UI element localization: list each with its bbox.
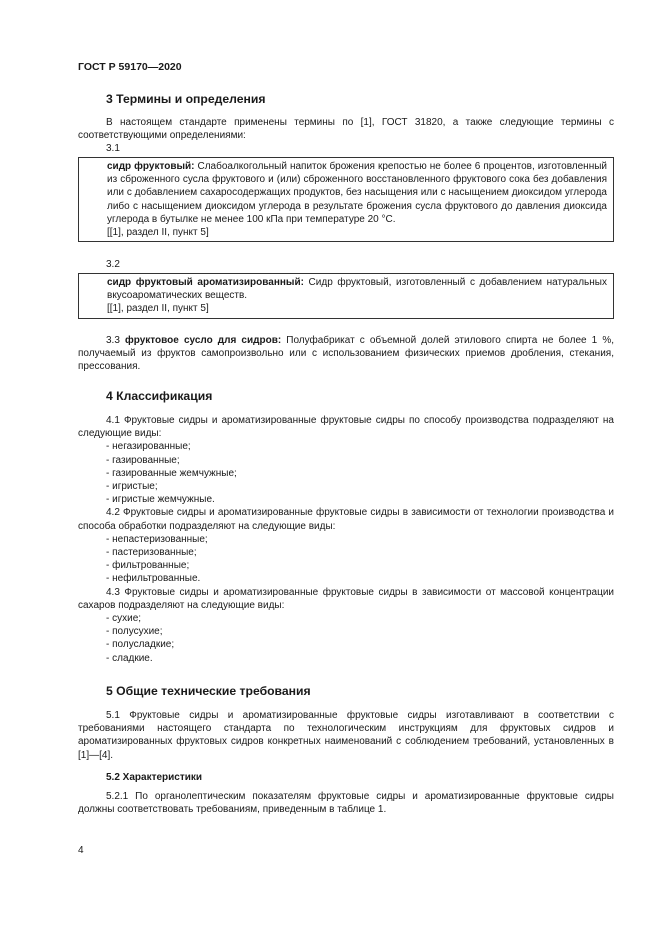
page-number: 4 [78,845,84,856]
list-item: - сладкие. [106,652,153,664]
section-3-heading: 3 Термины и определения [106,92,266,106]
term-1-reference: [[1], раздел II, пункт 5] [107,227,209,239]
section-3-intro: В настоящем стандарте применены термины по [1], ГОСТ 31820, а также следующие термины с соответствующими определениями: [78,117,614,142]
clause-4-1: 4.1 Фруктовые сидры и ароматизированные фруктовые сидры по способу производства подразделяют на следующие виды: [78,415,614,440]
term-1-box [78,157,614,242]
clause-4-2: 4.2 Фруктовые сидры и ароматизированные фруктовые сидры в зависимости от технологии производства и способа обработки подразделяют на следующие виды: [78,507,614,532]
term-2-box-wrap [78,273,614,319]
term-2-term: сидр фруктовый ароматизированный: [107,277,304,288]
clause-5-1: 5.1 Фруктовые сидры и ароматизированные фруктовые сидры изготавливают в соответствии с требованиями настоящего стандарта по технологическим инструкциям для фруктовых сидров и ароматизированных фруктовых сидров конкретных наименований с соблюдением требований, установленных в [1]—[4]. [78,710,614,761]
list-item: - игристые жемчужные. [106,494,215,506]
term-1-term: сидр фруктовый: [107,161,195,172]
list-item: - газированные жемчужные; [106,467,237,479]
list-item: - полусладкие; [106,639,175,651]
standard-header: ГОСТ Р 59170—2020 [78,61,182,73]
term-3-term: фруктовое сусло для сидров: [125,335,282,346]
section-5 [78,684,614,699]
section-3 [78,92,614,107]
list-item: - фильтрованные; [106,560,190,572]
term-1-number: 3.1 [106,143,120,155]
list-item: - сухие; [106,613,142,625]
list-item: - непастеризованные; [106,533,208,545]
list-item: - негазированные; [106,441,191,453]
list-item: - полусухие; [106,626,163,638]
list-item: - пастеризованные; [106,547,197,559]
section-5-body [78,709,614,762]
term-2-box [78,273,614,319]
section-5-heading: 5 Общие технические требования [106,684,311,698]
term-3-definition: Полуфабрикат с объемной долей этилового спирта не более 1 %, получаемый из фруктов самопроизвольно или с использованием физических приемов дробления, стекания, прессования. [78,335,614,373]
list-item: - газированные; [106,454,180,466]
term-3-block [78,334,614,374]
list-item: - игристые; [106,481,158,493]
subsection-5-2 [78,771,614,784]
section-4-heading: 4 Классификация [106,389,213,403]
term-1-box-wrap [78,157,614,242]
clause-4-3: 4.3 Фруктовые сидры и ароматизированные фруктовые сидры в зависимости от массовой концентрации сахаров подразделяют на следующие виды: [78,586,614,611]
term-2-reference: [[1], раздел II, пункт 5] [107,303,209,315]
clause-5-2-1: 5.2.1 По органолептическим показателям фруктовые сидры и ароматизированные фруктовые сидры должны соответствовать требованиям, приведенным в таблице 1. [78,791,614,816]
term-2-number: 3.2 [106,259,120,270]
term-1-definition: Слабоалкогольный напиток брожения крепостью не более 6 процентов, изготовленный из сброженного сусла фруктового и (или) сброженного восстановленного фруктового сока без добавления или с добавлением сахаросодержащих продуктов, без насыщения или с насыщением диоксидом углерода либо с насыщением диоксидом углерода в результате брожения сусла фруктового до давления диоксида углерода в бутылке не менее 100 кПа при температуре 20 °С. [107,161,607,225]
term-3-paragraph [78,334,614,374]
term-2-definition: Сидр фруктовый, изготовленный с добавлением натуральных вкусоароматических веществ. [107,277,607,302]
section-4-body [78,414,614,665]
section-4 [78,389,614,404]
list-item: - нефильтрованные. [106,573,201,585]
section-3-intro-block [78,116,614,156]
clause-5-2-1-block [78,790,614,816]
term-2-number-wrap [78,258,614,271]
term-3-prefix: 3.3 [106,335,125,346]
subsection-5-2-heading: 5.2 Характеристики [106,772,203,783]
